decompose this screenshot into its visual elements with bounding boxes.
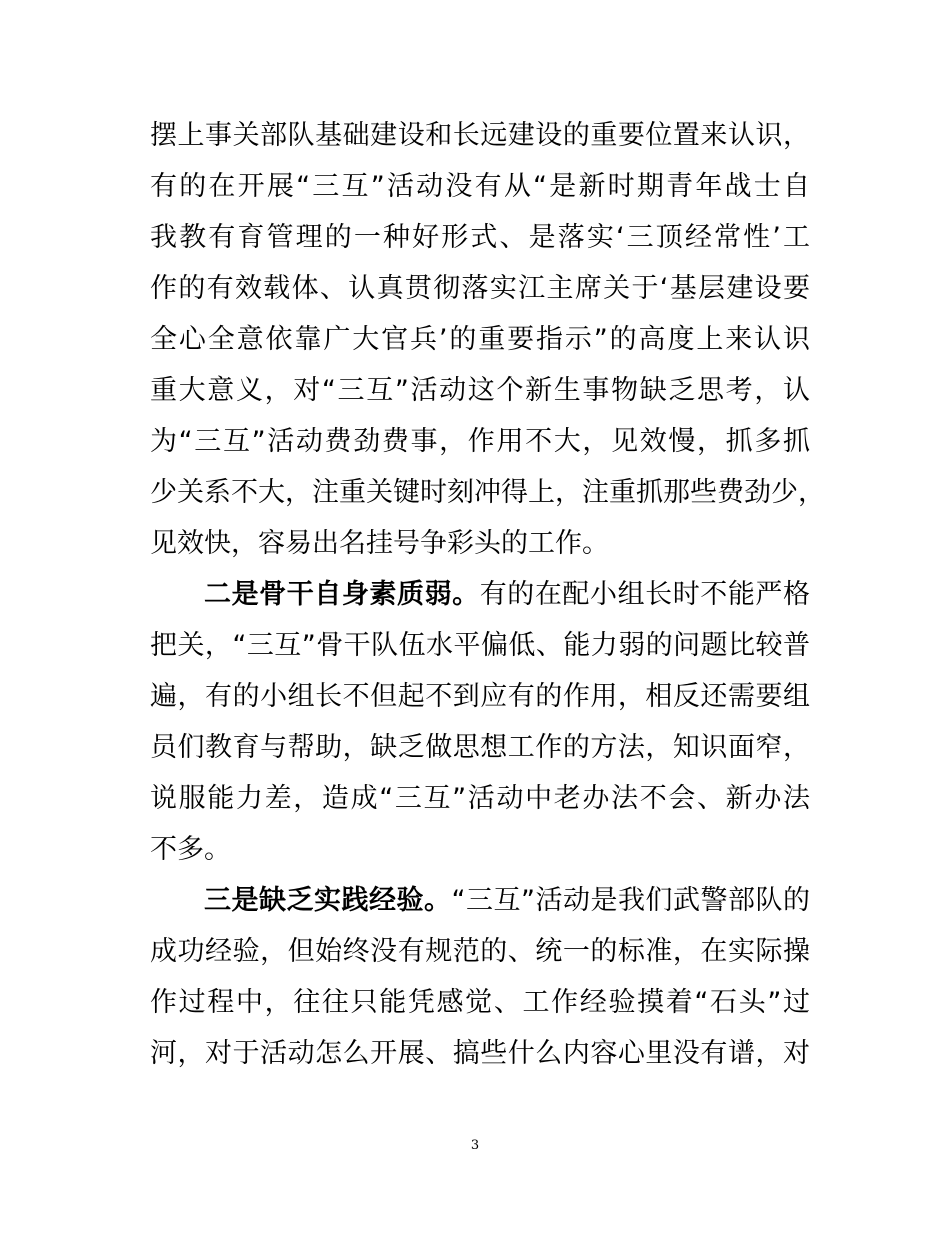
page-number: 3: [470, 1138, 480, 1153]
text-line: 全心全意依靠广大官兵’的重要指示”的高度上来认识: [150, 324, 810, 355]
paragraph-3: [150, 875, 810, 1079]
text-line: 不多。: [150, 834, 231, 865]
paragraph-heading: 三是缺乏实践经验。: [204, 885, 452, 916]
text-line: 见效快，容易出名挂号争彩头的工作。: [150, 528, 609, 559]
paragraph-heading: 二是骨干自身素质弱。: [204, 579, 480, 610]
text-line: 作的有效载体、认真贯彻落实江主席关于‘基层建设要: [150, 273, 810, 304]
text-line: 摆上事关部队基础建设和长远建设的重要位置来认识，: [150, 120, 810, 151]
text-line: 成功经验，但始终没有规范的、统一的标准，在实际操: [150, 936, 810, 967]
text-line: 我教有育管理的一种好形式、是落实‘三顶经常性’工: [150, 222, 810, 253]
text-line: 把关，“三互”骨干队伍水平偏低、能力弱的问题比较普: [150, 630, 810, 661]
text-line: 少关系不大，注重关键时刻冲得上，注重抓那些费劲少，: [150, 477, 825, 508]
text-line: 遍，有的小组长不但起不到应有的作用，相反还需要组: [150, 681, 810, 712]
text-line: 员们教育与帮助，缺乏做思想工作的方法，知识面窄，: [150, 732, 810, 763]
text-line: 说服能力差，造成“三互”活动中老办法不会、新办法: [150, 783, 810, 814]
text-fragment: 有的在配小组长时不能严格: [479, 579, 811, 610]
text-line: 重大意义，对“三互”活动这个新生事物缺乏思考，认: [150, 375, 810, 406]
text-fragment: “三互”活动是我们武警部队的: [451, 885, 810, 916]
paragraph-2: [150, 569, 810, 875]
paragraph-1: [150, 110, 825, 569]
text-line: [150, 875, 810, 926]
text-line: [150, 569, 810, 620]
text-line: 作过程中，往往只能凭感觉、工作经验摸着“石头”过: [150, 987, 810, 1018]
body-text: [150, 110, 825, 1079]
text-line: 河，对于活动怎么开展、搞些什么内容心里没有谱，对: [150, 1038, 810, 1069]
text-line: 为“三互”活动费劲费事，作用不大，见效慢，抓多抓: [150, 426, 810, 457]
text-line: 有的在开展“三互”活动没有从“是新时期青年战士自: [150, 171, 810, 202]
